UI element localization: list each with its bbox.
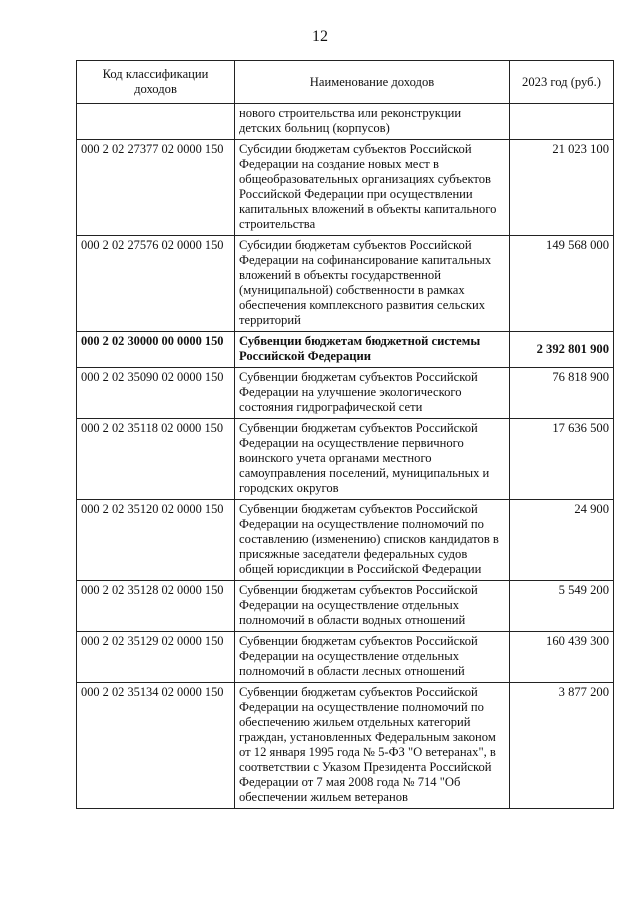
row-name: Субсидии бюджетам субъектов Российской Федерации на софинансирование капитальных вложений в объекты государственной (муниципальной) собственности в рамках обеспечения комплексного развития сельских территорий xyxy=(235,236,510,332)
table-row xyxy=(77,368,614,419)
row-name: Субсидии бюджетам субъектов Российской Федерации на создание новых мест в общеобразовательных организациях субъектов Российской Федерации при осуществлении капитальных вложений в объекты капитального строительства xyxy=(235,140,510,236)
row-code: 000 2 02 35090 02 0000 150 xyxy=(77,368,235,419)
table-row xyxy=(77,419,614,500)
row-amount: 3 877 200 xyxy=(510,683,614,809)
row-amount: 24 900 xyxy=(510,500,614,581)
table-row xyxy=(77,632,614,683)
row-amount: 2 392 801 900 xyxy=(510,332,614,368)
row-name: Субвенции бюджетам субъектов Российской Федерации на осуществление полномочий по составлению (изменению) списков кандидатов в присяжные заседатели федеральных судов общей юрисдикции в Российской Федерации xyxy=(235,500,510,581)
row-name: нового строительства или реконструкции детских больниц (корпусов) xyxy=(235,104,510,140)
table-row xyxy=(77,236,614,332)
table-row xyxy=(77,140,614,236)
income-table xyxy=(76,60,614,809)
table-row xyxy=(77,683,614,809)
row-amount xyxy=(510,104,614,140)
row-name: Субвенции бюджетам субъектов Российской Федерации на улучшение экологического состояния гидрографической сети xyxy=(235,368,510,419)
header-code: Код классификации доходов xyxy=(77,61,235,104)
row-amount: 160 439 300 xyxy=(510,632,614,683)
row-amount: 149 568 000 xyxy=(510,236,614,332)
header-amount: 2023 год (руб.) xyxy=(510,61,614,104)
row-code: 000 2 02 35128 02 0000 150 xyxy=(77,581,235,632)
header-name: Наименование доходов xyxy=(235,61,510,104)
row-name: Субвенции бюджетам субъектов Российской Федерации на осуществление отдельных полномочий в области водных отношений xyxy=(235,581,510,632)
row-name: Субвенции бюджетам бюджетной системы Российской Федерации xyxy=(235,332,510,368)
row-code: 000 2 02 35129 02 0000 150 xyxy=(77,632,235,683)
table-row xyxy=(77,581,614,632)
row-name: Субвенции бюджетам субъектов Российской Федерации на осуществление полномочий по обеспечению жильем отдельных категорий граждан, установленных Федеральным законом от 12 января 1995 года № 5-ФЗ "О ветеранах", в соответствии с Указом Президента Российской Федерации от 7 мая 2008 года № 714 "Об обеспечении жильем ветеранов xyxy=(235,683,510,809)
row-amount: 21 023 100 xyxy=(510,140,614,236)
row-code xyxy=(77,104,235,140)
row-amount: 17 636 500 xyxy=(510,419,614,500)
row-code: 000 2 02 35120 02 0000 150 xyxy=(77,500,235,581)
row-code: 000 2 02 27377 02 0000 150 xyxy=(77,140,235,236)
row-code: 000 2 02 35134 02 0000 150 xyxy=(77,683,235,809)
page-number: 12 xyxy=(312,28,328,45)
row-code: 000 2 02 27576 02 0000 150 xyxy=(77,236,235,332)
row-code: 000 2 02 30000 00 0000 150 xyxy=(77,332,235,368)
row-amount: 76 818 900 xyxy=(510,368,614,419)
table-row xyxy=(77,104,614,140)
table-row xyxy=(77,500,614,581)
row-name: Субвенции бюджетам субъектов Российской Федерации на осуществление первичного воинского учета органами местного самоуправления поселений, муниципальных и городских округов xyxy=(235,419,510,500)
table-row xyxy=(77,332,614,368)
row-code: 000 2 02 35118 02 0000 150 xyxy=(77,419,235,500)
table-header-row xyxy=(77,61,614,104)
table-body xyxy=(77,104,614,809)
row-amount: 5 549 200 xyxy=(510,581,614,632)
row-name: Субвенции бюджетам субъектов Российской Федерации на осуществление отдельных полномочий в области лесных отношений xyxy=(235,632,510,683)
